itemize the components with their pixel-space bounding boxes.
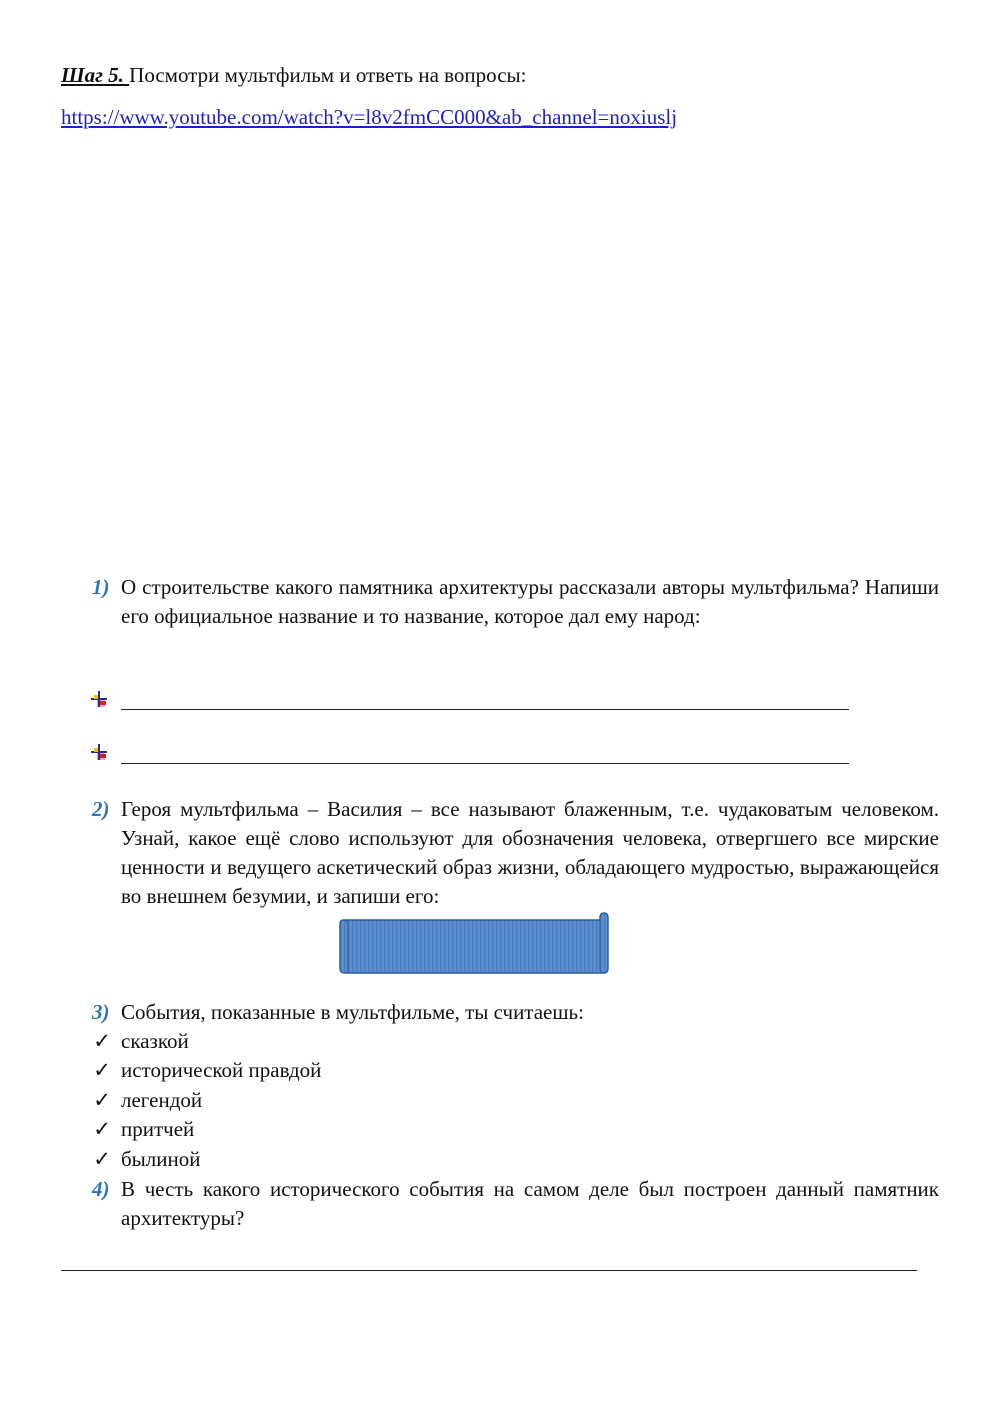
option-legend: легендой	[121, 1088, 203, 1112]
question-4-number: 4)	[92, 1177, 110, 1201]
question-3-number: 3)	[92, 1000, 110, 1024]
option-bylina: былиной	[121, 1147, 201, 1171]
question-3-text: События, показанные в мультфильме, ты считаешь:	[121, 1000, 584, 1024]
check-icon[interactable]: ✓	[93, 1117, 111, 1141]
question-1-number: 1)	[92, 575, 110, 599]
answer-line-historical-event[interactable]	[61, 1270, 917, 1271]
check-icon[interactable]: ✓	[93, 1029, 111, 1053]
star-bullet-icon	[88, 689, 114, 711]
option-historical-truth: исторической правдой	[121, 1058, 322, 1082]
step-instruction: Посмотри мультфильм и ответь на вопросы:	[129, 63, 527, 87]
question-1-text: О строительстве какого памятника архитектуры рассказали авторы мультфильма? Напиши его официальное название и то название, которое дал ему народ:	[121, 575, 939, 628]
check-icon[interactable]: ✓	[93, 1088, 111, 1112]
step-label: Шаг 5.	[61, 63, 124, 87]
video-link[interactable]: https://www.youtube.com/watch?v=l8v2fmCC000&ab_channel=noxiuslj	[61, 105, 678, 129]
star-bullet-icon	[88, 742, 114, 764]
check-icon[interactable]: ✓	[93, 1058, 111, 1082]
question-2-text: Героя мультфильма – Василия – все называют блаженным, т.е. чудаковатым человеком. Узнай, какое ещё слово используют для обозначения человека, отвергшего все мирские ценности и ведущего аскетический образ жизни, обладающего мудростью, выражающейся во внешнем безумии, и запиши его:	[121, 797, 939, 908]
check-icon[interactable]: ✓	[93, 1147, 111, 1171]
step-title	[61, 61, 526, 90]
answer-line-official-name[interactable]	[121, 709, 849, 710]
option-parable: притчей	[121, 1117, 195, 1141]
answer-line-folk-name[interactable]	[121, 763, 849, 764]
question-4-text: В честь какого исторического события на самом деле был построен данный памятник архитектуры?	[121, 1177, 939, 1230]
video-embed-area[interactable]	[61, 150, 941, 550]
option-fairy-tale: сказкой	[121, 1029, 189, 1053]
scroll-shape	[336, 910, 614, 978]
question-2-number: 2)	[92, 797, 110, 821]
answer-scroll-box[interactable]	[336, 910, 614, 978]
